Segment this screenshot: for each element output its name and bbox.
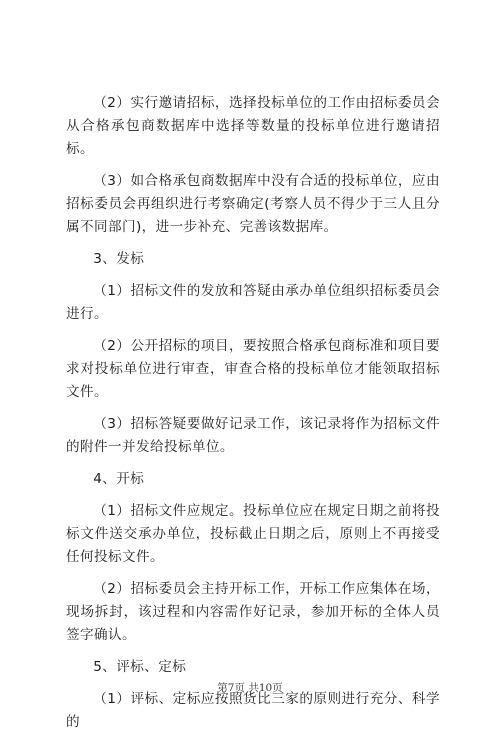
paragraph-opening-procedure: （2）招标委员会主持开标工作，开标工作应集体在场，现场拆封，该过程和内容需作好记录，参加开标的全体人员签字确认。	[66, 581, 440, 643]
paragraph-evaluation-principle: （1）评标、定标应按照货比三家的原则进行充分、科学的	[66, 691, 440, 730]
paragraph-invite-bidding: （2）实行邀请招标，选择投标单位的工作由招标委员会从合格承包商数据库中选择等数量的投标单位进行邀请招标。	[66, 95, 440, 157]
paragraph-qa-records: （3）招标答疑要做好记录工作，该记录将作为招标文件的附件一并发给投标单位。	[66, 416, 440, 455]
page-number-label: 第7页 共10页	[217, 682, 283, 694]
document-body	[66, 92, 440, 743]
section-heading-bid-opening: 4、开标	[93, 471, 145, 487]
section-heading-issue-tender: 3、发标	[93, 251, 145, 267]
paragraph-database-supplement: （3）如合格承包商数据库中没有合适的投标单位，应由招标委员会再组织进行考察确定(考察人员不得少于三人且分属不同部门)，进一步补充、完善该数据库。	[66, 173, 440, 235]
paragraph-tender-distribution: （1）招标文件的发放和答疑由承办单位组织招标委员会进行。	[66, 283, 440, 322]
paragraph-public-bidding-review: （2）公开招标的项目，要按照合格承包商标准和项目要求对投标单位进行审查，审查合格的投标单位才能领取招标文件。	[66, 338, 440, 400]
paragraph-submission-deadline: （1）招标文件应规定。投标单位应在规定日期之前将投标文件送交承办单位，投标截止日期之后，原则上不再接受任何投标文件。	[66, 503, 440, 565]
section-heading-evaluation: 5、评标、定标	[93, 659, 187, 675]
page-footer	[0, 680, 500, 695]
